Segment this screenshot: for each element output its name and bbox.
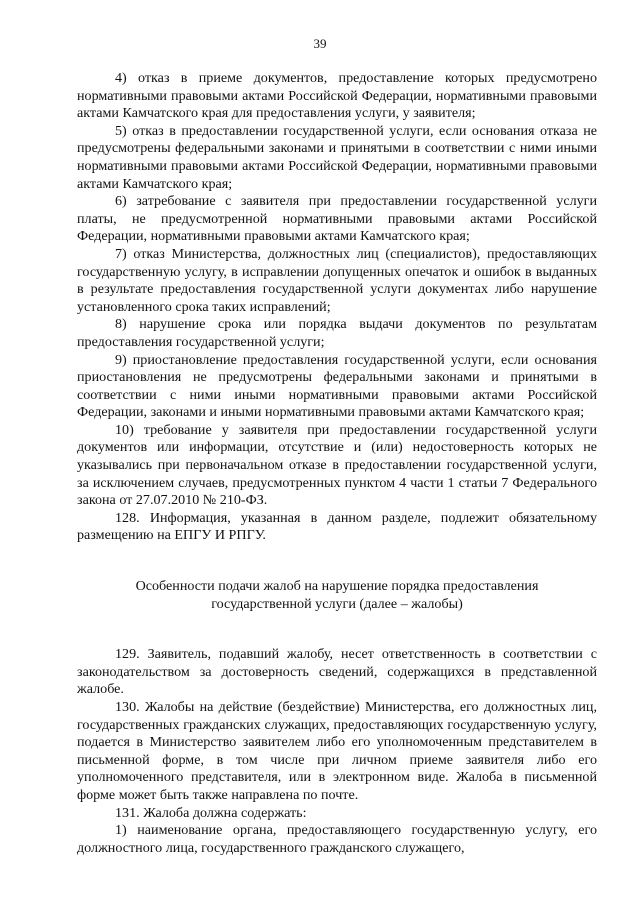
list-item: 4) отказ в приеме документов, предоставление которых предусмотрено нормативными правовыми актами Российской Федерации, нормативными правовыми актами Камчатского края для предоставления услуги, у заявителя; bbox=[77, 70, 597, 122]
list-item: 6) затребование с заявителя при предоставлении государственной услуги платы, не предусмотренной нормативными правовыми актами Российской Федерации, нормативными правовыми актами Камчатского края; bbox=[77, 193, 597, 245]
list-item: 7) отказ Министерства, должностных лиц (специалистов), предоставляющих государственную услугу, в исправлении допущенных опечаток и ошибок в выданных в результате предоставления государственной услуги документах либо нарушение установленного срока таких исправлений; bbox=[77, 245, 597, 315]
paragraph-131: 131. Жалоба должна содержать: bbox=[115, 804, 307, 821]
paragraph-128: 128. Информация, указанная в данном разделе, подлежит обязательному размещению на ЕПГУ И РПГУ. bbox=[77, 509, 597, 544]
document-body bbox=[77, 70, 597, 857]
section-heading-line-2: государственной услуги (далее – жалобы) bbox=[211, 595, 463, 612]
section-heading bbox=[77, 578, 597, 613]
paragraph-130: 130. Жалобы на действие (бездействие) Министерства, его должностных лиц, государственных гражданских служащих, предоставляющих государственную услугу, подается в Министерство заявителем либо его уполномоченным представителем в письменной форме, в том числе при личном приеме заявителя либо его уполномоченного представителя, или в электронном виде. Жалоба в письменной форме может быть также направлена по почте. bbox=[77, 699, 597, 803]
list-item: 1) наименование органа, предоставляющего государственную услугу, его должностного лица, государственного гражданского служащего, bbox=[77, 822, 597, 856]
list-item: 5) отказ в предоставлении государственной услуги, если основания отказа не предусмотрены федеральными законами и принятыми в соответствии с ними иными нормативными правовыми актами Российской Федерации, нормативными правовыми актами Камчатского края; bbox=[77, 122, 597, 192]
paragraph-129: 129. Заявитель, подавший жалобу, несет ответственность в соответствии с законодательством за достоверность сведений, содержащихся в представленной жалобе. bbox=[77, 646, 597, 698]
page-number: 39 bbox=[313, 36, 327, 51]
section-heading-line-1: Особенности подачи жалоб на нарушение порядка предоставления bbox=[135, 578, 539, 595]
list-item: 10) требование у заявителя при предоставлении государственной услуги документов или информации, отсутствие и (или) недостоверность которых не указывались при первоначальном отказе в предоставлении государственной услуги, за исключением случаев, предусмотренных пунктом 4 части 1 статьи 7 Федерального закона от 27.07.2010 № 210-ФЗ. bbox=[77, 421, 597, 509]
list-item: 8) нарушение срока или порядка выдачи документов по результатам предоставления государственной услуги; bbox=[77, 316, 597, 350]
list-item: 9) приостановление предоставления государственной услуги, если основания приостановления не предусмотрены федеральными законами и принятыми в соответствии с ними иными нормативными правовыми актами Российской Федерации, законами и иными нормативными правовыми актами Камчатского края; bbox=[77, 351, 597, 421]
